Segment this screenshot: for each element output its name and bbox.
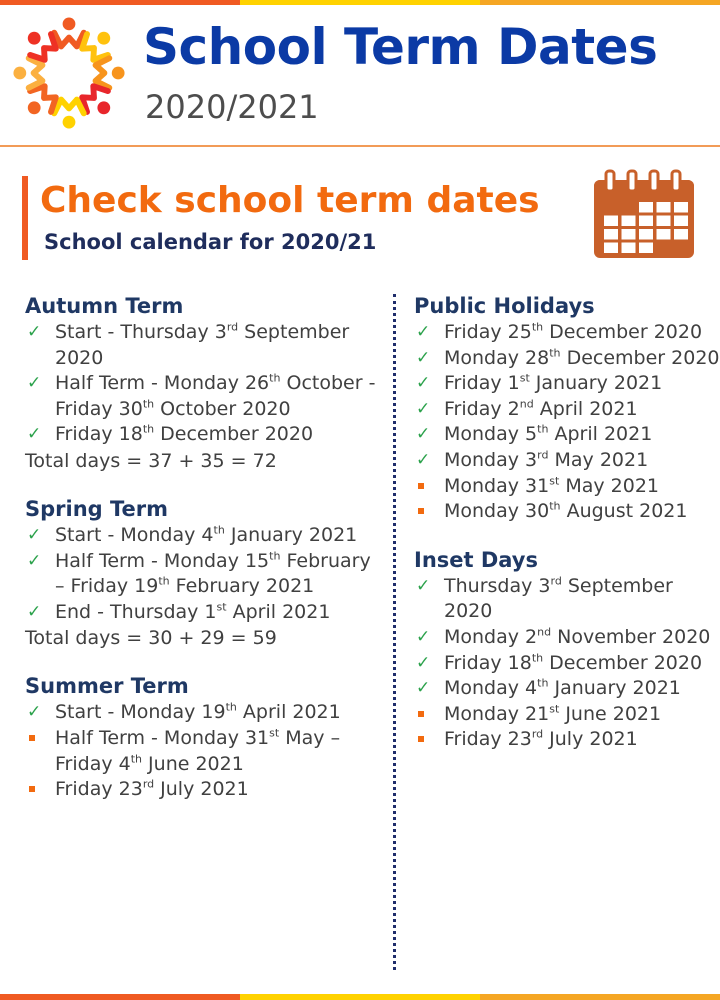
item-text: Thursday 3 — [444, 574, 551, 597]
item-text: Friday 23 — [55, 778, 143, 801]
page-title: School Term Dates — [143, 18, 658, 76]
list-item — [414, 474, 720, 500]
item-text: September 2020 — [55, 321, 350, 369]
item-text: Friday 18 — [444, 651, 532, 674]
item-text: October 2020 — [154, 397, 291, 420]
item-text: August 2021 — [560, 500, 688, 523]
item-text: Monday 3 — [444, 448, 538, 471]
list-item — [414, 448, 720, 474]
list-item — [25, 320, 385, 371]
check-icon: ✓ — [416, 373, 431, 394]
header-divider — [0, 145, 720, 147]
item-text: Start - Monday 4 — [55, 523, 214, 546]
ordinal-suffix: rd — [226, 320, 239, 334]
item-text: July 2021 — [543, 728, 638, 751]
item-text: Monday 21 — [444, 702, 550, 725]
ordinal-suffix: th — [269, 371, 281, 385]
bottom-color-bar — [0, 994, 720, 1000]
item-text: Half Term - Monday 31 — [55, 726, 270, 749]
item-text: January 2021 — [548, 677, 681, 700]
item-text: Half Term - Monday 15 — [55, 549, 270, 572]
check-icon: ✓ — [27, 601, 42, 622]
item-text: Friday 25 — [444, 321, 532, 343]
check-icon: ✓ — [27, 322, 42, 342]
item-text: Friday 18 — [55, 423, 143, 446]
item-text: Half Term - Monday 26 — [55, 372, 270, 395]
check-icon: ✓ — [416, 322, 431, 342]
list-item — [414, 651, 720, 677]
item-text: February 2021 — [169, 575, 315, 598]
item-text: Start - Monday 19 — [55, 701, 226, 724]
column-divider — [393, 294, 396, 970]
top-color-bar — [0, 0, 720, 5]
ordinal-suffix: th — [537, 423, 549, 437]
ordinal-suffix: th — [531, 651, 544, 665]
public-holidays-section — [414, 292, 720, 525]
ordinal-suffix: th — [130, 752, 143, 766]
ordinal-suffix: th — [158, 574, 170, 588]
ordinal-suffix: st — [549, 474, 560, 488]
list-item — [25, 523, 385, 549]
section-title: Public Holidays — [414, 294, 595, 318]
list-item — [414, 625, 720, 651]
item-text: April 2021 — [236, 701, 341, 724]
holidays-column — [414, 292, 720, 774]
autumn-total: Total days = 37 + 35 = 72 — [25, 449, 277, 472]
section-title: Inset Days — [414, 547, 539, 572]
spring-term-section — [25, 495, 385, 651]
inset-days-list — [414, 574, 720, 753]
item-text: Friday 1 — [444, 372, 520, 395]
ordinal-suffix: rd — [142, 777, 155, 791]
item-text: December 2020 — [560, 346, 720, 369]
calendar-icon — [592, 168, 696, 260]
item-text: October - Friday 30 — [55, 372, 376, 420]
ordinal-suffix: rd — [537, 448, 549, 462]
item-text: February – Friday 19 — [55, 549, 371, 598]
list-item — [25, 549, 385, 600]
ordinal-suffix: st — [519, 371, 530, 385]
check-icon: ✓ — [27, 373, 42, 394]
check-icon: ✓ — [416, 398, 431, 419]
list-item — [414, 397, 720, 423]
ordinal-suffix: nd — [537, 625, 552, 639]
item-text: December 2020 — [543, 321, 703, 343]
item-text: January 2021 — [529, 372, 663, 395]
check-icon: ✓ — [27, 424, 42, 445]
item-text: April 2021 — [533, 397, 638, 420]
check-icon: ✓ — [416, 347, 431, 368]
item-text: December 2020 — [543, 651, 703, 674]
banner-caption: School calendar for 2020/21 — [44, 230, 377, 254]
item-text: April 2021 — [548, 423, 653, 446]
spring-total: Total days = 30 + 29 = 59 — [25, 627, 277, 650]
item-text: Monday 2 — [444, 625, 538, 648]
section-title: Spring Term — [25, 496, 169, 521]
item-text: Start - Thursday 3 — [55, 321, 227, 343]
item-text: December 2020 — [154, 423, 314, 446]
item-text: July 2021 — [154, 778, 249, 801]
list-item — [414, 702, 720, 728]
list-item — [25, 726, 385, 777]
item-text: June 2021 — [559, 702, 662, 725]
ordinal-suffix: th — [225, 701, 237, 715]
list-item — [25, 777, 385, 803]
autumn-term-list — [25, 320, 385, 448]
item-text: June 2021 — [142, 752, 244, 775]
check-icon: ✓ — [416, 424, 431, 445]
check-icon: ✓ — [416, 449, 431, 470]
ordinal-suffix: nd — [519, 397, 534, 411]
list-item — [414, 499, 720, 525]
inset-days-section — [414, 546, 720, 753]
item-text: May 2021 — [548, 448, 649, 471]
list-item — [414, 371, 720, 397]
children-ring-logo — [10, 14, 128, 132]
item-text: May 2021 — [559, 474, 659, 497]
check-icon: ✓ — [27, 702, 42, 723]
item-text: Friday 23 — [444, 728, 532, 751]
school-year: 2020/2021 — [145, 88, 319, 126]
ordinal-suffix: th — [549, 346, 561, 360]
list-item — [414, 320, 720, 346]
banner-accent-bar — [22, 176, 28, 260]
ordinal-suffix: th — [142, 423, 155, 437]
summer-term-list — [25, 700, 385, 802]
list-item — [414, 727, 720, 753]
public-holidays-list — [414, 320, 720, 525]
list-item — [414, 422, 720, 448]
ordinal-suffix: rd — [531, 727, 544, 741]
check-icon: ✓ — [27, 524, 42, 545]
spring-term-list — [25, 523, 385, 625]
item-text: January 2021 — [224, 523, 358, 546]
list-item — [25, 700, 385, 726]
ordinal-suffix: th — [142, 397, 155, 411]
check-icon: ✓ — [27, 550, 42, 571]
list-item — [25, 422, 385, 448]
summer-term-section — [25, 672, 385, 802]
ordinal-suffix: th — [537, 676, 549, 690]
list-item — [414, 676, 720, 702]
list-item — [25, 371, 385, 422]
item-text: Monday 4 — [444, 677, 538, 700]
check-icon: ✓ — [416, 652, 431, 673]
item-text: Monday 30 — [444, 500, 550, 523]
section-title: Autumn Term — [25, 294, 184, 318]
item-text: April 2021 — [226, 600, 331, 623]
list-item — [414, 346, 720, 372]
item-text: Friday 2 — [444, 397, 520, 420]
ordinal-suffix: st — [216, 600, 227, 614]
autumn-term-section — [25, 292, 385, 474]
ordinal-suffix: th — [531, 320, 544, 334]
item-text: End - Thursday 1 — [55, 600, 217, 623]
item-text: Monday 5 — [444, 423, 538, 446]
ordinal-suffix: st — [269, 726, 280, 740]
check-icon: ✓ — [416, 575, 431, 596]
item-text: September 2020 — [444, 574, 673, 623]
check-icon: ✓ — [416, 678, 431, 699]
list-item — [25, 600, 385, 626]
terms-column — [25, 292, 385, 824]
section-title: Summer Term — [25, 674, 189, 699]
item-text: November 2020 — [551, 625, 711, 648]
item-text: May – Friday 4 — [55, 726, 341, 775]
check-icon: ✓ — [416, 626, 431, 647]
ordinal-suffix: st — [549, 702, 560, 716]
ordinal-suffix: th — [549, 499, 561, 513]
item-text: Monday 28 — [444, 346, 550, 369]
ordinal-suffix: th — [213, 523, 225, 537]
item-text: Monday 31 — [444, 474, 550, 497]
ordinal-suffix: rd — [550, 574, 562, 588]
list-item — [414, 574, 720, 625]
banner-title: Check school term dates — [40, 180, 540, 221]
ordinal-suffix: th — [269, 549, 281, 563]
